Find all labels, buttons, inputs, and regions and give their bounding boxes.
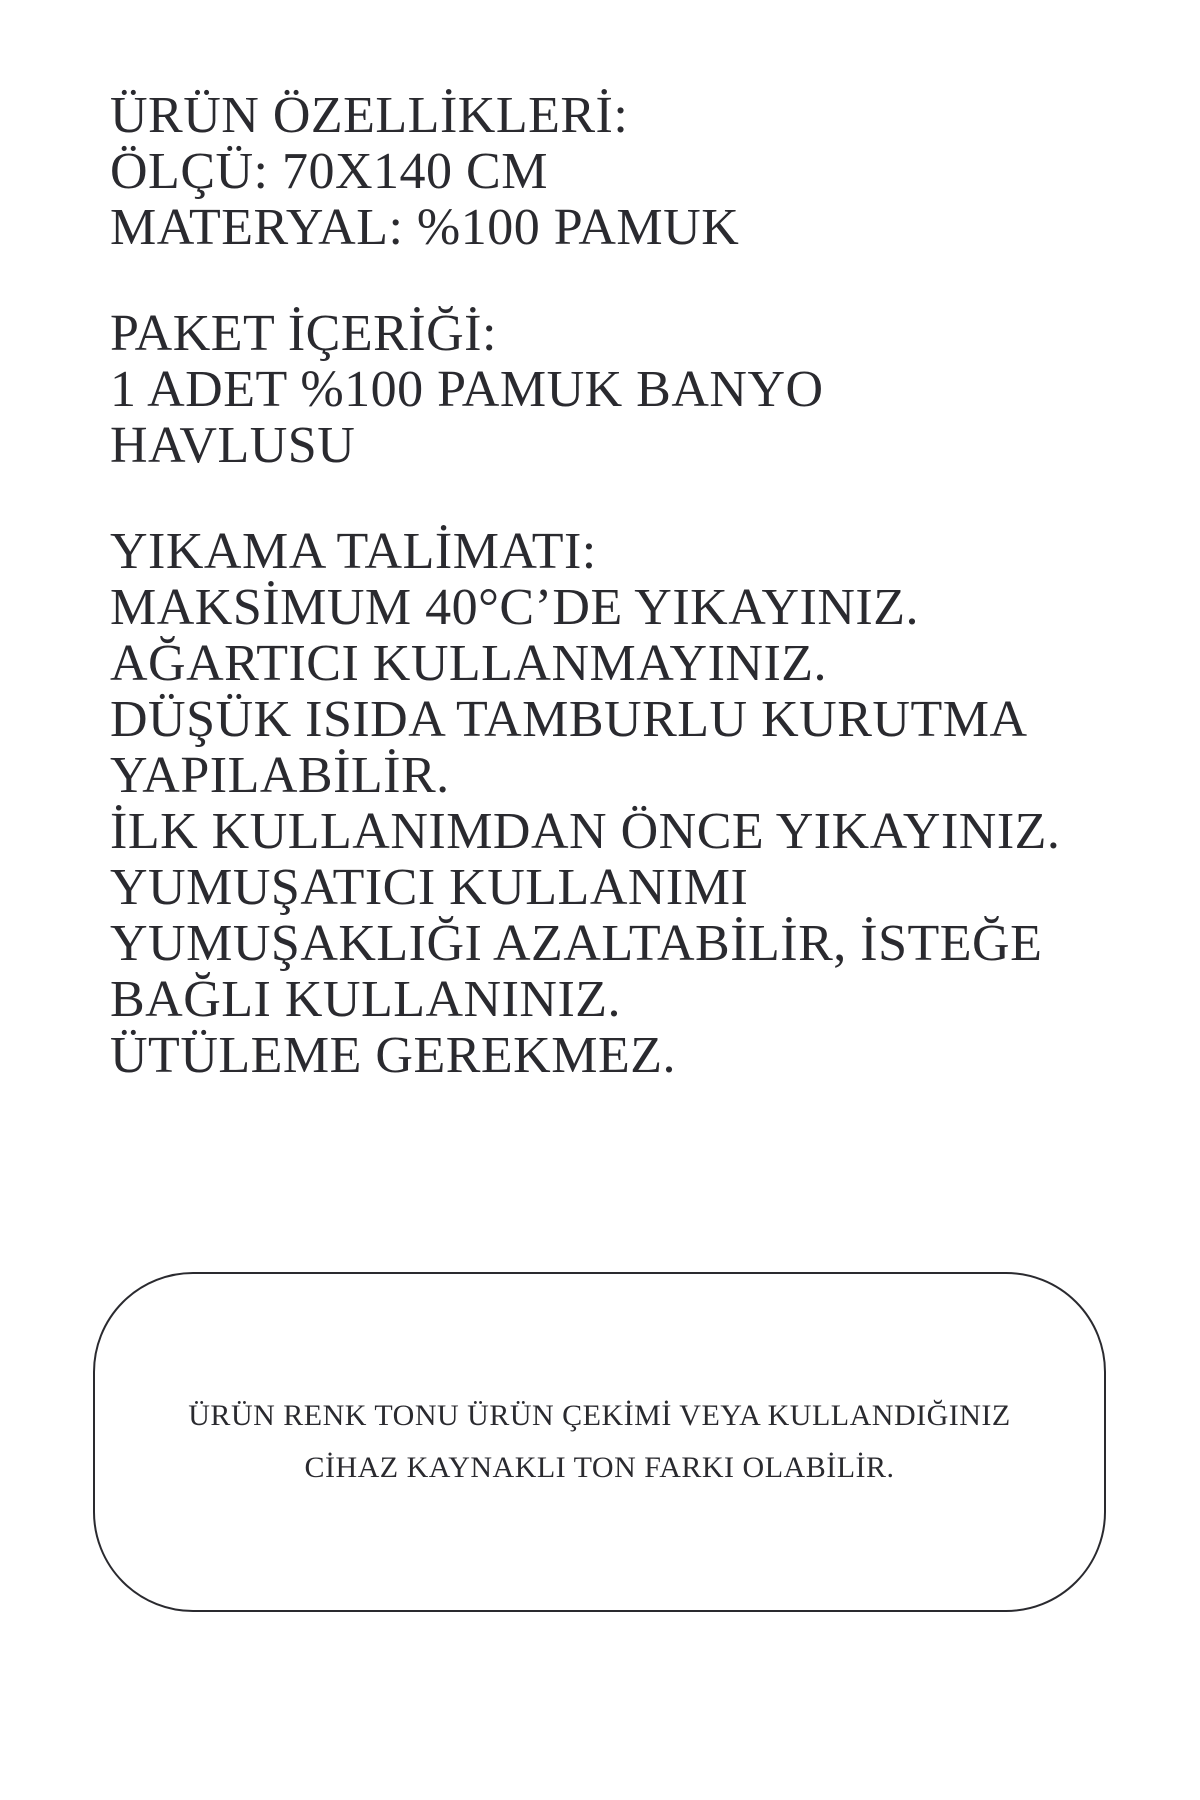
disclaimer-line-2: CİHAZ KAYNAKLI TON FARKI OLABİLİR.	[304, 1451, 895, 1484]
washing-line-5: İLK KULLANIMDAN ÖNCE YIKAYINIZ.	[110, 803, 1061, 860]
features-section	[110, 88, 1060, 256]
washing-line-4: YAPILABİLİR.	[110, 747, 450, 804]
washing-line-6: YUMUŞATICI KULLANIMI	[110, 859, 749, 916]
disclaimer-line-1: ÜRÜN RENK TONU ÜRÜN ÇEKİMİ VEYA KULLANDIĞINIZ	[188, 1399, 1011, 1432]
size-line: ÖLÇÜ: 70X140 CM	[110, 143, 548, 200]
color-tone-disclaimer-box	[93, 1272, 1106, 1612]
washing-line-7: YUMUŞAKLIĞI AZALTABİLİR, İSTEĞE	[110, 915, 1043, 972]
material-line: MATERYAL: %100 PAMUK	[110, 199, 740, 256]
washing-heading: YIKAMA TALİMATI:	[110, 523, 597, 580]
washing-line-2: AĞARTICI KULLANMAYINIZ.	[110, 635, 828, 692]
washing-line-1: MAKSİMUM 40°C’DE YIKAYINIZ.	[110, 579, 919, 636]
product-description-text	[110, 88, 1060, 1134]
package-contents-section	[110, 306, 1060, 474]
washing-line-8: BAĞLI KULLANINIZ.	[110, 971, 622, 1028]
package-line-1: 1 ADET %100 PAMUK BANYO	[110, 361, 824, 418]
washing-line-3: DÜŞÜK ISIDA TAMBURLU KURUTMA	[110, 691, 1028, 748]
washing-instructions-section	[110, 524, 1060, 1084]
package-line-2: HAVLUSU	[110, 417, 356, 474]
washing-line-9: ÜTÜLEME GEREKMEZ.	[110, 1027, 676, 1084]
package-heading: PAKET İÇERİĞİ:	[110, 305, 497, 362]
features-heading: ÜRÜN ÖZELLİKLERİ:	[110, 87, 629, 144]
